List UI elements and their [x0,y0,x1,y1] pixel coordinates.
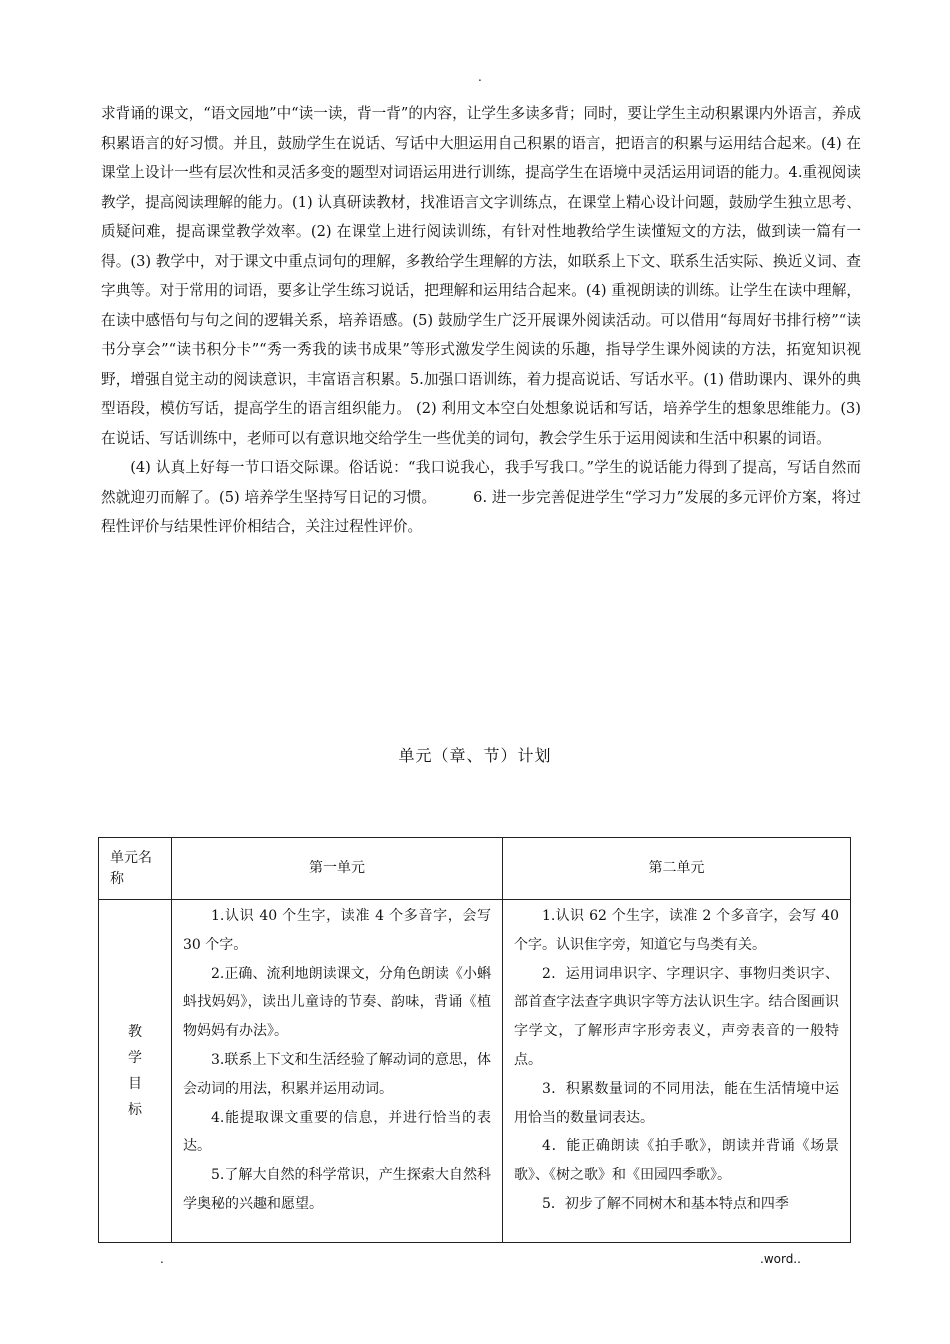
footer-dot: . [160,1252,164,1266]
table-header-row [99,838,851,900]
goal-item: 2.正确、流利地朗读课文，分角色朗读《小蝌蚪找妈妈》，读出儿童诗的节奏、韵味，背诵《植物妈妈有办法》。 [183,965,491,1040]
teaching-goals-row [99,900,851,1243]
goal-item: 1.认识 40 个生字，读准 4 个多音字，会写 30 个字。 [183,908,491,953]
row-label-char: 目 [128,1076,142,1092]
goal-item: 3.联系上下文和生活经验了解动词的意思，体会动词的用法，积累并运用动词。 [183,1051,491,1097]
goal-item: 5.了解大自然的科学常识，产生探索大自然科学奥秘的兴趣和愿望。 [183,1167,491,1212]
footer-word-mark: .word.. [760,1252,801,1266]
unit-1-goals [172,900,503,1243]
row-label-char: 标 [128,1102,142,1118]
goal-item: 5．初步了解不同树木和基本特点和四季 [542,1195,789,1212]
unit-1-name: 第一单元 [172,838,503,900]
row-label-char: 教 [128,1024,142,1040]
row-label-char: 学 [128,1050,142,1066]
goal-item: 4．能正确朗读《拍手歌》，朗读并背诵《场景歌》、《树之歌》和《田园四季歌》。 [514,1138,839,1184]
goal-item: 4.能提取课文重要的信息，并进行恰当的表达。 [183,1109,491,1155]
header-dot: . [478,70,482,84]
goal-item: 3．积累数量词的不同用法，能在生活情境中运用恰当的数量词表达。 [514,1080,839,1126]
goal-item: 2．运用词串识字、字理识字、事物归类识字、部首查字法查字典识字等方法认识生字。结合图画识字学文，了解形声字形旁表义，声旁表音的一般特点。 [514,965,839,1068]
unit-2-goals [503,900,851,1243]
goal-item: 1.认识 62 个生字，读准 2 个多音字，会写 40 个字。认识隹字旁，知道它与鸟类有关。 [514,908,839,953]
paragraph-1: 求背诵的课文，“语文园地”中“读一读，背一背”的内容，让学生多读多背；同时，要让学生主动积累课内外语言，养成积累语言的好习惯。并且，鼓励学生在说话、写话中大胆运用自己积累的语言，把语言的积累与运用结合起来。(4) 在课堂上设计一些有层次性和灵活多变的题型对词语运用进行训练，提高学生在语境中灵活运用词语的能力。4.重视阅读教学，提高阅读理解的能力。(1) 认真研读教材，找准语言文字训练点，在课堂上精心设计问题，鼓励学生独立思考、质疑问难，提高课堂教学效率。(2) 在课堂上进行阅读训练，有针对性地教给学生读懂短文的方法，做到读一篇有一得。(3) 教学中，对于课文中重点词句的理解，多教给学生理解的方法，如联系上下文、联系生活实际、换近义词、查字典等。对于常用的词语，要多让学生练习说话，把理解和运用结合起来。(4) 重视朗读的训练。让学生在读中理解，在读中感悟句与句之间的逻辑关系，培养语感。(5) 鼓励学生广泛开展课外阅读活动。可以借用“每周好书排行榜”“读书分享会”“读书积分卡”“秀一秀我的读书成果”等形式激发学生阅读的乐趣，指导学生课外阅读的方法，拓宽知识视野，增强自觉主动的阅读意识，丰富语言积累。5.加强口语训练，着力提高说话、写话水平。(1) 借助课内、课外的典型语段，模仿写话，提高学生的语言组织能力。 (2) 利用文本空白处想象说话和写话，培养学生的想象思维能力。(3) 在说话、写话训练中，老师可以有意识地交给学生一些优美的词句，教会学生乐于运用阅读和生活中积累的词语。 [101,105,861,447]
unit-plan-table [98,837,851,1243]
unit-2-name: 第二单元 [503,838,851,900]
teaching-goals-label [99,900,172,1243]
unit-name-label: 单元名称 [99,838,172,900]
body-text [101,99,861,542]
paragraph-2: (4) 认真上好每一节口语交际课。俗话说：“我口说我心，我手写我口。”学生的说话能力得到了提高，写话自然而然就迎刃而解了。(5) 培养学生坚持写日记的习惯。 6. 进一步完善促进学生“学习力”发展的多元评价方案，将过程性评价与结果性评价相结合，关注过程性评价。 [101,459,861,535]
section-title: 单元（章、节）计划 [398,746,552,765]
